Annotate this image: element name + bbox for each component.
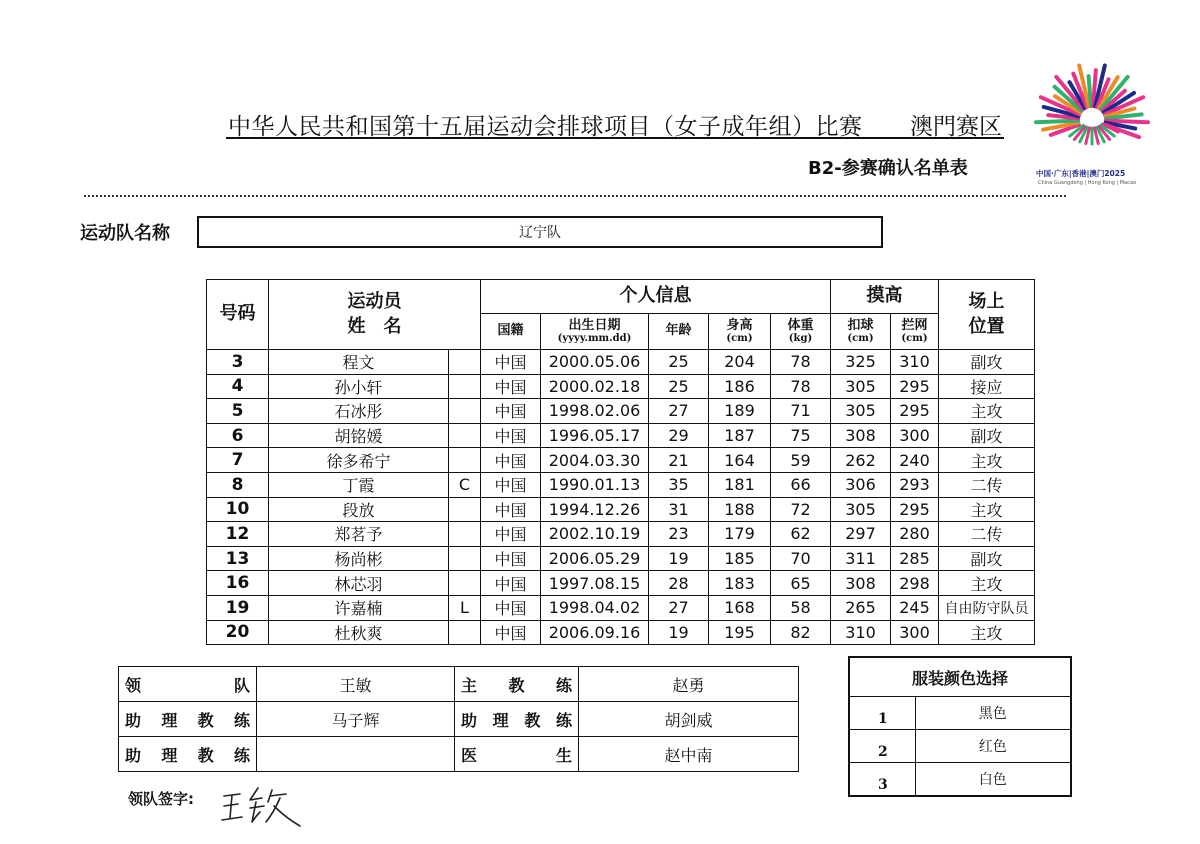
cell-position: 自由防守队员 <box>939 595 1035 620</box>
cell-position: 主攻 <box>939 497 1035 522</box>
cell-block: 310 <box>891 350 939 375</box>
cell-name: 郑茗予 <box>269 522 449 547</box>
uniform-option-color: 红色 <box>915 730 1071 763</box>
cell-position: 二传 <box>939 472 1035 497</box>
cell-weight: 71 <box>771 399 831 424</box>
cell-height: 164 <box>709 448 771 473</box>
cell-age: 27 <box>649 595 709 620</box>
staff-value: 赵中南 <box>579 737 799 772</box>
table-row <box>207 448 1035 473</box>
cell-block: 285 <box>891 546 939 571</box>
cell-age: 35 <box>649 472 709 497</box>
logo-ray <box>1089 76 1091 106</box>
cell-nationality: 中国 <box>481 595 541 620</box>
table-row <box>207 472 1035 497</box>
staff-row <box>119 702 799 737</box>
uniform-option-index: 3 <box>849 763 915 796</box>
cell-weight: 66 <box>771 472 831 497</box>
cell-number: 8 <box>207 472 269 497</box>
cell-role <box>449 350 481 375</box>
cell-birth-date: 1998.02.06 <box>541 399 649 424</box>
cell-position: 主攻 <box>939 448 1035 473</box>
cell-weight: 65 <box>771 571 831 596</box>
cell-number: 13 <box>207 546 269 571</box>
header-athlete-line2: 姓 名 <box>347 315 402 337</box>
cell-number: 6 <box>207 423 269 448</box>
document-title: 中华人民共和国第十五届运动会排球项目（女子成年组）比赛 <box>228 114 863 140</box>
cell-height: 183 <box>709 571 771 596</box>
cell-name: 孙小轩 <box>269 374 449 399</box>
header-athlete-line1: 运动员 <box>347 291 402 313</box>
cell-position: 主攻 <box>939 399 1035 424</box>
cell-name: 丁霞 <box>269 472 449 497</box>
cell-spike: 265 <box>831 595 891 620</box>
logo-ray <box>1036 121 1078 123</box>
cell-nationality: 中国 <box>481 522 541 547</box>
cell-nationality: 中国 <box>481 374 541 399</box>
cell-number: 20 <box>207 620 269 645</box>
cell-birth-date: 2006.09.16 <box>541 620 649 645</box>
cell-birth-date: 2006.05.29 <box>541 546 649 571</box>
cell-birth-date: 2004.03.30 <box>541 448 649 473</box>
header-height-unit: (cm) <box>726 333 753 345</box>
cell-weight: 58 <box>771 595 831 620</box>
cell-weight: 75 <box>771 423 831 448</box>
cell-name: 杜秋爽 <box>269 620 449 645</box>
staff-row <box>119 737 799 772</box>
cell-spike: 325 <box>831 350 891 375</box>
cell-nationality: 中国 <box>481 350 541 375</box>
cell-number: 16 <box>207 571 269 596</box>
header-weight <box>771 314 831 350</box>
cell-role <box>449 423 481 448</box>
cell-birth-date: 2000.05.06 <box>541 350 649 375</box>
team-name-field <box>197 216 883 248</box>
table-row <box>207 374 1035 399</box>
cell-spike: 262 <box>831 448 891 473</box>
header-reach: 摸高 <box>831 280 939 314</box>
cell-spike: 305 <box>831 374 891 399</box>
cell-number: 19 <box>207 595 269 620</box>
cell-role <box>449 448 481 473</box>
cell-weight: 59 <box>771 448 831 473</box>
table-row <box>207 497 1035 522</box>
uniform-option <box>849 730 1071 763</box>
header-personal-info: 个人信息 <box>481 280 831 314</box>
header-position-line1: 场上 <box>968 291 1005 313</box>
team-name-label: 运动队名称 <box>80 223 170 244</box>
header-position-line2: 位置 <box>968 315 1005 337</box>
uniform-option <box>849 697 1071 730</box>
staff-table <box>118 666 799 772</box>
table-row <box>207 620 1035 645</box>
header-spike-label: 扣球 <box>847 317 874 333</box>
cell-role <box>449 522 481 547</box>
logo-caption: 中国·广东|香港|澳门2025 <box>1036 169 1126 178</box>
cell-spike: 297 <box>831 522 891 547</box>
cell-number: 4 <box>207 374 269 399</box>
cell-height: 186 <box>709 374 771 399</box>
staff-value: 胡剑威 <box>579 702 799 737</box>
cell-spike: 306 <box>831 472 891 497</box>
region-label: 澳門赛区 <box>910 114 1002 140</box>
roster-table <box>206 279 1035 645</box>
staff-label: 助理教练 <box>119 702 257 737</box>
cell-age: 21 <box>649 448 709 473</box>
cell-block: 295 <box>891 374 939 399</box>
cell-number: 10 <box>207 497 269 522</box>
cell-height: 204 <box>709 350 771 375</box>
cell-age: 25 <box>649 350 709 375</box>
cell-name: 林芯羽 <box>269 571 449 596</box>
cell-name: 许嘉楠 <box>269 595 449 620</box>
cell-nationality: 中国 <box>481 546 541 571</box>
cell-position: 副攻 <box>939 350 1035 375</box>
header-number: 号码 <box>207 280 269 350</box>
cell-birth-date: 1996.05.17 <box>541 423 649 448</box>
staff-label: 医生 <box>455 737 579 772</box>
header-nationality: 国籍 <box>481 314 541 350</box>
cell-height: 187 <box>709 423 771 448</box>
cell-nationality: 中国 <box>481 620 541 645</box>
cell-spike: 305 <box>831 497 891 522</box>
header-block-label: 拦网 <box>901 317 928 333</box>
cell-role <box>449 571 481 596</box>
staff-row <box>119 667 799 702</box>
cell-position: 主攻 <box>939 620 1035 645</box>
form-code: B2-参赛确认名单表 <box>808 158 968 179</box>
cell-name: 胡铭媛 <box>269 423 449 448</box>
cell-number: 12 <box>207 522 269 547</box>
cell-number: 3 <box>207 350 269 375</box>
cell-weight: 70 <box>771 546 831 571</box>
cell-height: 168 <box>709 595 771 620</box>
header-weight-unit: (kg) <box>788 333 813 345</box>
header-block <box>891 314 939 350</box>
staff-label: 助理教练 <box>119 737 257 772</box>
cell-block: 300 <box>891 423 939 448</box>
cell-nationality: 中国 <box>481 448 541 473</box>
uniform-option <box>849 763 1071 796</box>
cell-block: 280 <box>891 522 939 547</box>
cell-age: 29 <box>649 423 709 448</box>
staff-label: 领队 <box>119 667 257 702</box>
header-spike-unit: (cm) <box>847 333 874 345</box>
uniform-option-index: 1 <box>849 697 915 730</box>
cell-block: 293 <box>891 472 939 497</box>
table-row <box>207 595 1035 620</box>
staff-label: 助理教练 <box>455 702 579 737</box>
cell-age: 28 <box>649 571 709 596</box>
cell-birth-date: 2002.10.19 <box>541 522 649 547</box>
header-birth-date-label: 出生日期 <box>568 317 621 333</box>
cell-spike: 311 <box>831 546 891 571</box>
table-row <box>207 546 1035 571</box>
cell-number: 7 <box>207 448 269 473</box>
cell-birth-date: 1998.04.02 <box>541 595 649 620</box>
table-row <box>207 571 1035 596</box>
uniform-option-color: 黑色 <box>915 697 1071 730</box>
cell-nationality: 中国 <box>481 497 541 522</box>
cell-height: 181 <box>709 472 771 497</box>
cell-name: 段放 <box>269 497 449 522</box>
cell-name: 徐多希宁 <box>269 448 449 473</box>
cell-birth-date: 1990.01.13 <box>541 472 649 497</box>
staff-label: 主教练 <box>455 667 579 702</box>
cell-nationality: 中国 <box>481 423 541 448</box>
header-weight-label: 体重 <box>787 317 814 333</box>
cell-position: 二传 <box>939 522 1035 547</box>
header-birth-date <box>541 314 649 350</box>
table-row <box>207 423 1035 448</box>
cell-height: 188 <box>709 497 771 522</box>
cell-block: 300 <box>891 620 939 645</box>
cell-position: 副攻 <box>939 423 1035 448</box>
table-row <box>207 522 1035 547</box>
uniform-option-color: 白色 <box>915 763 1071 796</box>
cell-role <box>449 497 481 522</box>
cell-role: L <box>449 595 481 620</box>
table-row <box>207 399 1035 424</box>
cell-block: 295 <box>891 399 939 424</box>
cell-height: 189 <box>709 399 771 424</box>
cell-birth-date: 1997.08.15 <box>541 571 649 596</box>
cell-position: 主攻 <box>939 571 1035 596</box>
cell-birth-date: 1994.12.26 <box>541 497 649 522</box>
uniform-option-index: 2 <box>849 730 915 763</box>
cell-height: 195 <box>709 620 771 645</box>
cell-position: 接应 <box>939 374 1035 399</box>
team-name-value: 辽宁队 <box>519 225 561 241</box>
cell-weight: 62 <box>771 522 831 547</box>
cell-role <box>449 546 481 571</box>
header-age: 年龄 <box>649 314 709 350</box>
cell-role <box>449 620 481 645</box>
signature-icon <box>220 782 306 828</box>
header-birth-date-format: (yyyy.mm.dd) <box>557 333 632 345</box>
separator-line <box>84 195 1066 197</box>
staff-value <box>257 737 455 772</box>
cell-role <box>449 399 481 424</box>
header-block-unit: (cm) <box>901 333 928 345</box>
cell-height: 179 <box>709 522 771 547</box>
cell-name: 杨尚彬 <box>269 546 449 571</box>
cell-age: 19 <box>649 620 709 645</box>
cell-position: 副攻 <box>939 546 1035 571</box>
cell-age: 25 <box>649 374 709 399</box>
cell-nationality: 中国 <box>481 399 541 424</box>
staff-value: 赵勇 <box>579 667 799 702</box>
title-underline <box>226 137 1004 139</box>
header-height <box>709 314 771 350</box>
cell-block: 240 <box>891 448 939 473</box>
cell-number: 5 <box>207 399 269 424</box>
cell-spike: 310 <box>831 620 891 645</box>
cell-weight: 82 <box>771 620 831 645</box>
header-height-label: 身高 <box>726 317 753 333</box>
cell-height: 185 <box>709 546 771 571</box>
cell-block: 245 <box>891 595 939 620</box>
cell-role <box>449 374 481 399</box>
cell-age: 19 <box>649 546 709 571</box>
table-row <box>207 350 1035 375</box>
cell-weight: 78 <box>771 350 831 375</box>
cell-age: 31 <box>649 497 709 522</box>
cell-block: 298 <box>891 571 939 596</box>
header-position <box>939 280 1035 350</box>
cell-weight: 78 <box>771 374 831 399</box>
cell-nationality: 中国 <box>481 571 541 596</box>
cell-name: 程文 <box>269 350 449 375</box>
cell-spike: 308 <box>831 423 891 448</box>
cell-block: 295 <box>891 497 939 522</box>
signature-label: 领队签字: <box>128 790 194 808</box>
cell-spike: 305 <box>831 399 891 424</box>
staff-value: 马子辉 <box>257 702 455 737</box>
uniform-title: 服装颜色选择 <box>849 657 1071 697</box>
uniform-color-table <box>848 656 1072 797</box>
cell-age: 23 <box>649 522 709 547</box>
staff-value: 王敏 <box>257 667 455 702</box>
logo-caption-sub: China Guangdong | Hong Kong | Macao <box>1038 180 1137 186</box>
cell-birth-date: 2000.02.18 <box>541 374 649 399</box>
header-athlete <box>269 280 481 350</box>
cell-role: C <box>449 472 481 497</box>
cell-weight: 72 <box>771 497 831 522</box>
header-spike <box>831 314 891 350</box>
cell-nationality: 中国 <box>481 472 541 497</box>
cell-name: 石冰彤 <box>269 399 449 424</box>
cell-age: 27 <box>649 399 709 424</box>
cell-spike: 308 <box>831 571 891 596</box>
